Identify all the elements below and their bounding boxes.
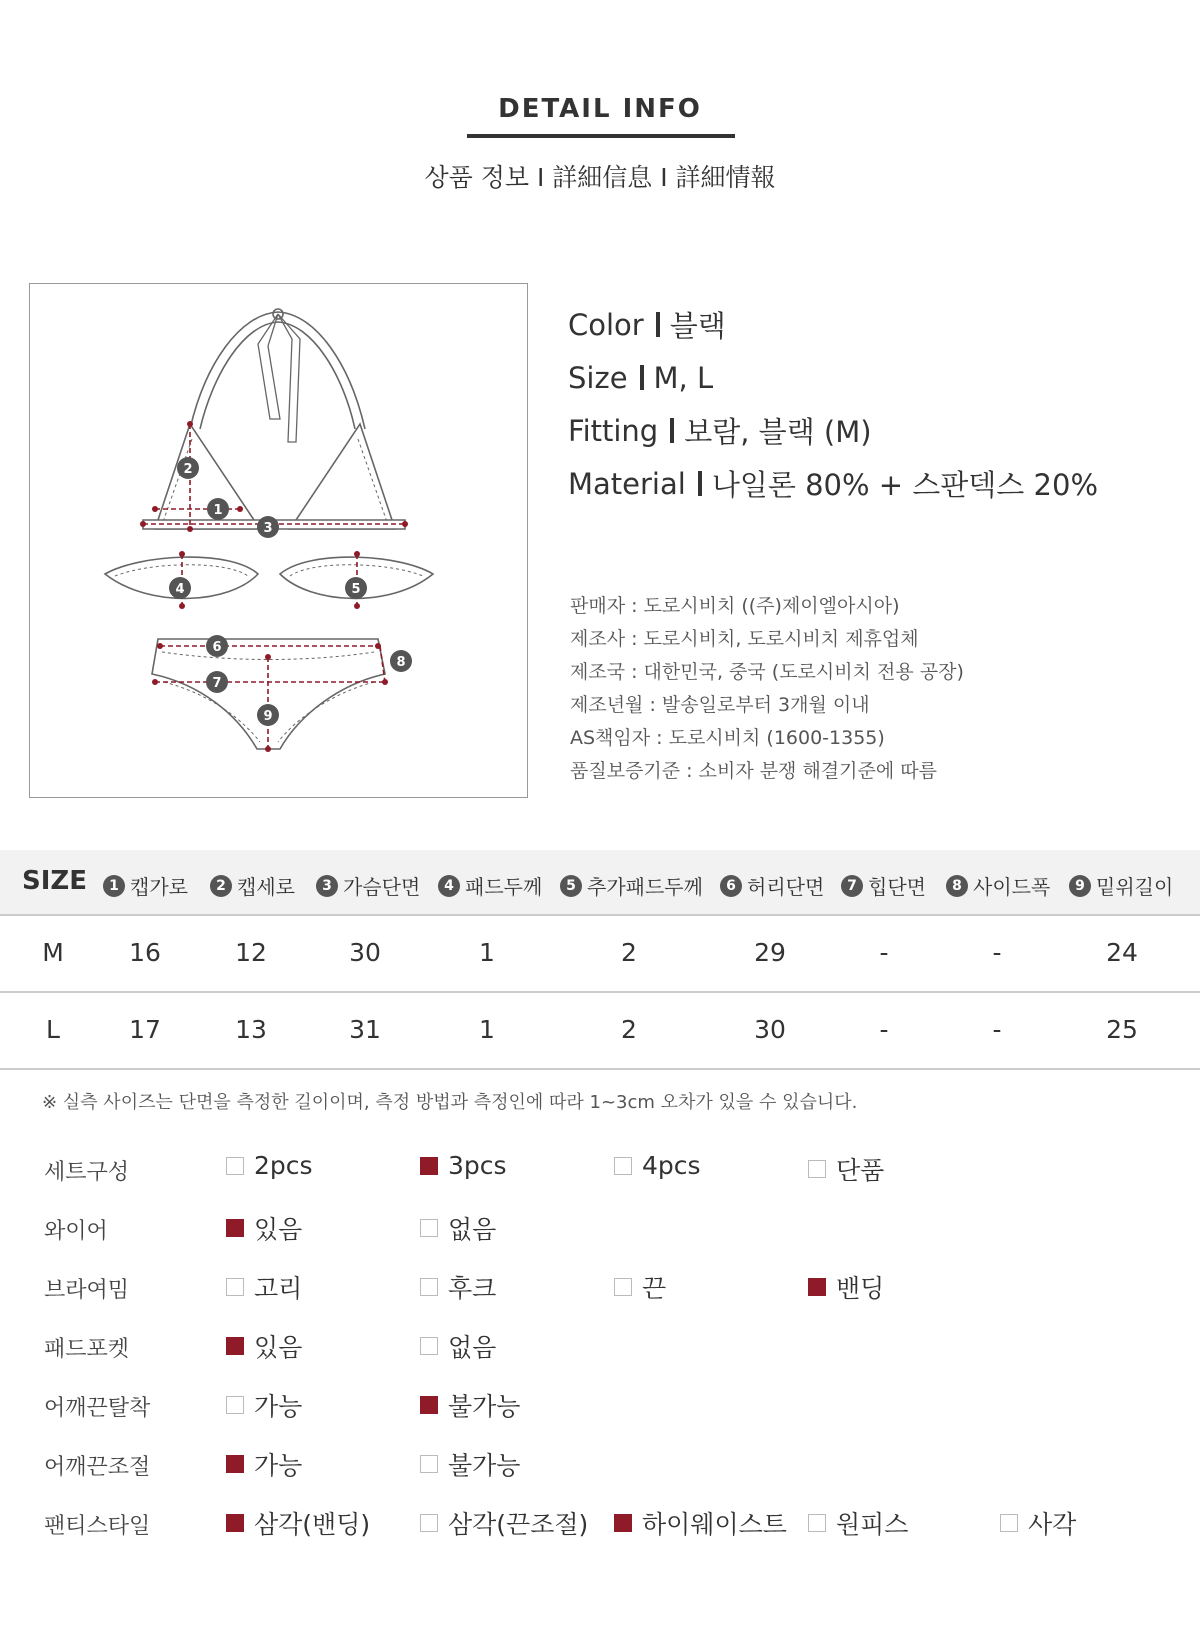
option-choice-label: 있음 — [254, 1333, 303, 1362]
option-choice[interactable] — [614, 1151, 701, 1180]
option-label: 어깨끈탈착 — [44, 1396, 151, 1421]
unchecked-box-icon[interactable] — [808, 1514, 826, 1532]
unchecked-box-icon[interactable] — [226, 1157, 244, 1175]
size-label: SIZE — [22, 866, 88, 896]
checked-box-icon[interactable] — [226, 1455, 244, 1473]
option-label: 어깨끈조절 — [44, 1455, 151, 1480]
unchecked-box-icon[interactable] — [614, 1157, 632, 1175]
option-choice-label: 없음 — [448, 1333, 497, 1362]
measurement-diagram — [29, 283, 528, 798]
section-subtitle: 상품 정보 I 詳細信息 I 詳細情報 — [424, 163, 776, 192]
checked-box-icon[interactable] — [808, 1278, 826, 1296]
svg-text:7: 7 — [212, 676, 222, 691]
size-table-header — [0, 850, 1200, 916]
option-choice-label: 없음 — [448, 1215, 497, 1244]
option-row — [0, 1148, 1200, 1188]
maker-line: 제조사 : 도로시비치, 도로시비치 제휴업체 — [570, 628, 919, 650]
column-header: 2 캡세로 — [210, 871, 295, 900]
svg-text:9: 9 — [263, 709, 273, 724]
svg-text:2: 2 — [183, 462, 193, 477]
option-choice[interactable] — [808, 1151, 884, 1187]
option-choice[interactable] — [808, 1505, 908, 1541]
option-choice-label: 불가능 — [448, 1392, 521, 1421]
maker-line: 품질보증기준 : 소비자 분쟁 해결기준에 따름 — [570, 760, 937, 782]
option-label: 패드포켓 — [44, 1337, 130, 1362]
option-row — [0, 1266, 1200, 1306]
info-size: Size M, L — [568, 360, 714, 395]
option-choice[interactable] — [420, 1151, 507, 1180]
option-choice-label: 4pcs — [642, 1151, 701, 1180]
option-choice[interactable] — [226, 1505, 370, 1541]
option-row — [0, 1502, 1200, 1542]
product-info — [568, 298, 1098, 510]
option-label: 세트구성 — [44, 1160, 130, 1185]
option-row — [0, 1384, 1200, 1424]
option-choice-label: 사각 — [1028, 1510, 1077, 1539]
option-choice-label: 단품 — [836, 1156, 885, 1185]
option-choice[interactable] — [420, 1387, 520, 1423]
option-choice-label: 가능 — [254, 1451, 303, 1480]
maker-line: AS책임자 : 도로시비치 (1600-1355) — [570, 727, 885, 749]
option-choice-label: 끈 — [642, 1274, 667, 1303]
unchecked-box-icon[interactable] — [226, 1278, 244, 1296]
table-row: M 16 12 30 1 2 29 - - 24 — [0, 916, 1200, 993]
svg-text:8: 8 — [396, 655, 406, 670]
option-choice[interactable] — [226, 1210, 302, 1246]
section-title: DETAIL INFO — [498, 94, 702, 124]
checked-box-icon[interactable] — [420, 1157, 438, 1175]
column-header: 5 추가패드두께 — [560, 871, 703, 900]
unchecked-box-icon[interactable] — [420, 1455, 438, 1473]
option-choice[interactable] — [614, 1505, 787, 1541]
unchecked-box-icon[interactable] — [226, 1396, 244, 1414]
option-row — [0, 1207, 1200, 1247]
column-header: 8 사이드폭 — [946, 871, 1050, 900]
column-header: 4 패드두께 — [438, 871, 542, 900]
checked-box-icon[interactable] — [226, 1514, 244, 1532]
option-choice[interactable] — [420, 1446, 520, 1482]
option-choice[interactable] — [420, 1328, 496, 1364]
option-choice[interactable] — [226, 1328, 302, 1364]
option-label: 브라여밈 — [44, 1278, 130, 1303]
option-choice-label: 있음 — [254, 1215, 303, 1244]
option-choice[interactable] — [420, 1505, 588, 1541]
column-header: 6 허리단면 — [720, 871, 824, 900]
svg-text:5: 5 — [351, 582, 361, 597]
option-choice[interactable] — [808, 1269, 884, 1305]
option-row — [0, 1325, 1200, 1365]
table-row: L 17 13 31 1 2 30 - - 25 — [0, 993, 1200, 1070]
option-choice-label: 밴딩 — [836, 1274, 885, 1303]
option-choice-label: 불가능 — [448, 1451, 521, 1480]
option-choice[interactable] — [226, 1269, 302, 1305]
info-color: Color 블랙 — [568, 307, 726, 343]
info-fitting: Fitting 보람, 블랙 (M) — [568, 413, 872, 449]
option-choice[interactable] — [420, 1210, 496, 1246]
option-choice-label: 삼각(밴딩) — [254, 1510, 371, 1539]
option-choice[interactable] — [226, 1387, 302, 1423]
option-choice-label: 3pcs — [448, 1151, 507, 1180]
unchecked-box-icon[interactable] — [420, 1219, 438, 1237]
option-choice[interactable] — [226, 1151, 313, 1180]
unchecked-box-icon[interactable] — [420, 1337, 438, 1355]
option-choice-label: 고리 — [254, 1274, 303, 1303]
column-header: 1 캡가로 — [103, 871, 188, 900]
option-choice-label: 2pcs — [254, 1151, 313, 1180]
option-choice-label: 가능 — [254, 1392, 303, 1421]
svg-text:6: 6 — [212, 640, 222, 655]
svg-text:3: 3 — [263, 521, 273, 536]
column-header: 3 가슴단면 — [316, 871, 420, 900]
title-underline — [467, 134, 735, 138]
option-label: 팬티스타일 — [44, 1514, 151, 1539]
column-header: 7 힙단면 — [841, 871, 926, 900]
option-choice[interactable] — [1000, 1505, 1076, 1541]
checked-box-icon[interactable] — [420, 1396, 438, 1414]
option-choice-label: 원피스 — [836, 1510, 909, 1539]
maker-line: 제조국 : 대한민국, 중국 (도로시비치 전용 공장) — [570, 661, 964, 683]
option-label: 와이어 — [44, 1219, 108, 1244]
bikini-measurement-illustration — [30, 284, 527, 797]
unchecked-box-icon[interactable] — [420, 1514, 438, 1532]
option-row — [0, 1443, 1200, 1483]
size-note: ※ 실측 사이즈는 단면을 측정한 길이이며, 측정 방법과 측정인에 따라 1~3cm 오차가 있을 수 있습니다. — [42, 1092, 858, 1113]
option-choice-label: 후크 — [448, 1274, 497, 1303]
maker-info — [570, 590, 964, 788]
unchecked-box-icon[interactable] — [1000, 1514, 1018, 1532]
option-choice-label: 하이웨이스트 — [642, 1510, 787, 1539]
unchecked-box-icon[interactable] — [614, 1278, 632, 1296]
unchecked-box-icon[interactable] — [420, 1278, 438, 1296]
svg-text:4: 4 — [175, 582, 185, 597]
option-choice[interactable] — [614, 1269, 666, 1305]
option-choice[interactable] — [420, 1269, 496, 1305]
unchecked-box-icon[interactable] — [808, 1160, 826, 1178]
checked-box-icon[interactable] — [226, 1219, 244, 1237]
option-choice-label: 삼각(끈조절) — [448, 1510, 589, 1539]
maker-line: 판매자 : 도로시비치 ((주)제이엘아시아) — [570, 595, 900, 617]
column-header: 9 밑위길이 — [1069, 871, 1173, 900]
svg-text:1: 1 — [213, 503, 223, 518]
maker-line: 제조년월 : 발송일로부터 3개월 이내 — [570, 694, 870, 716]
checked-box-icon[interactable] — [226, 1337, 244, 1355]
option-choice[interactable] — [226, 1446, 302, 1482]
info-material: Material 나일론 80% + 스판덱스 20% — [568, 466, 1098, 502]
checked-box-icon[interactable] — [614, 1514, 632, 1532]
